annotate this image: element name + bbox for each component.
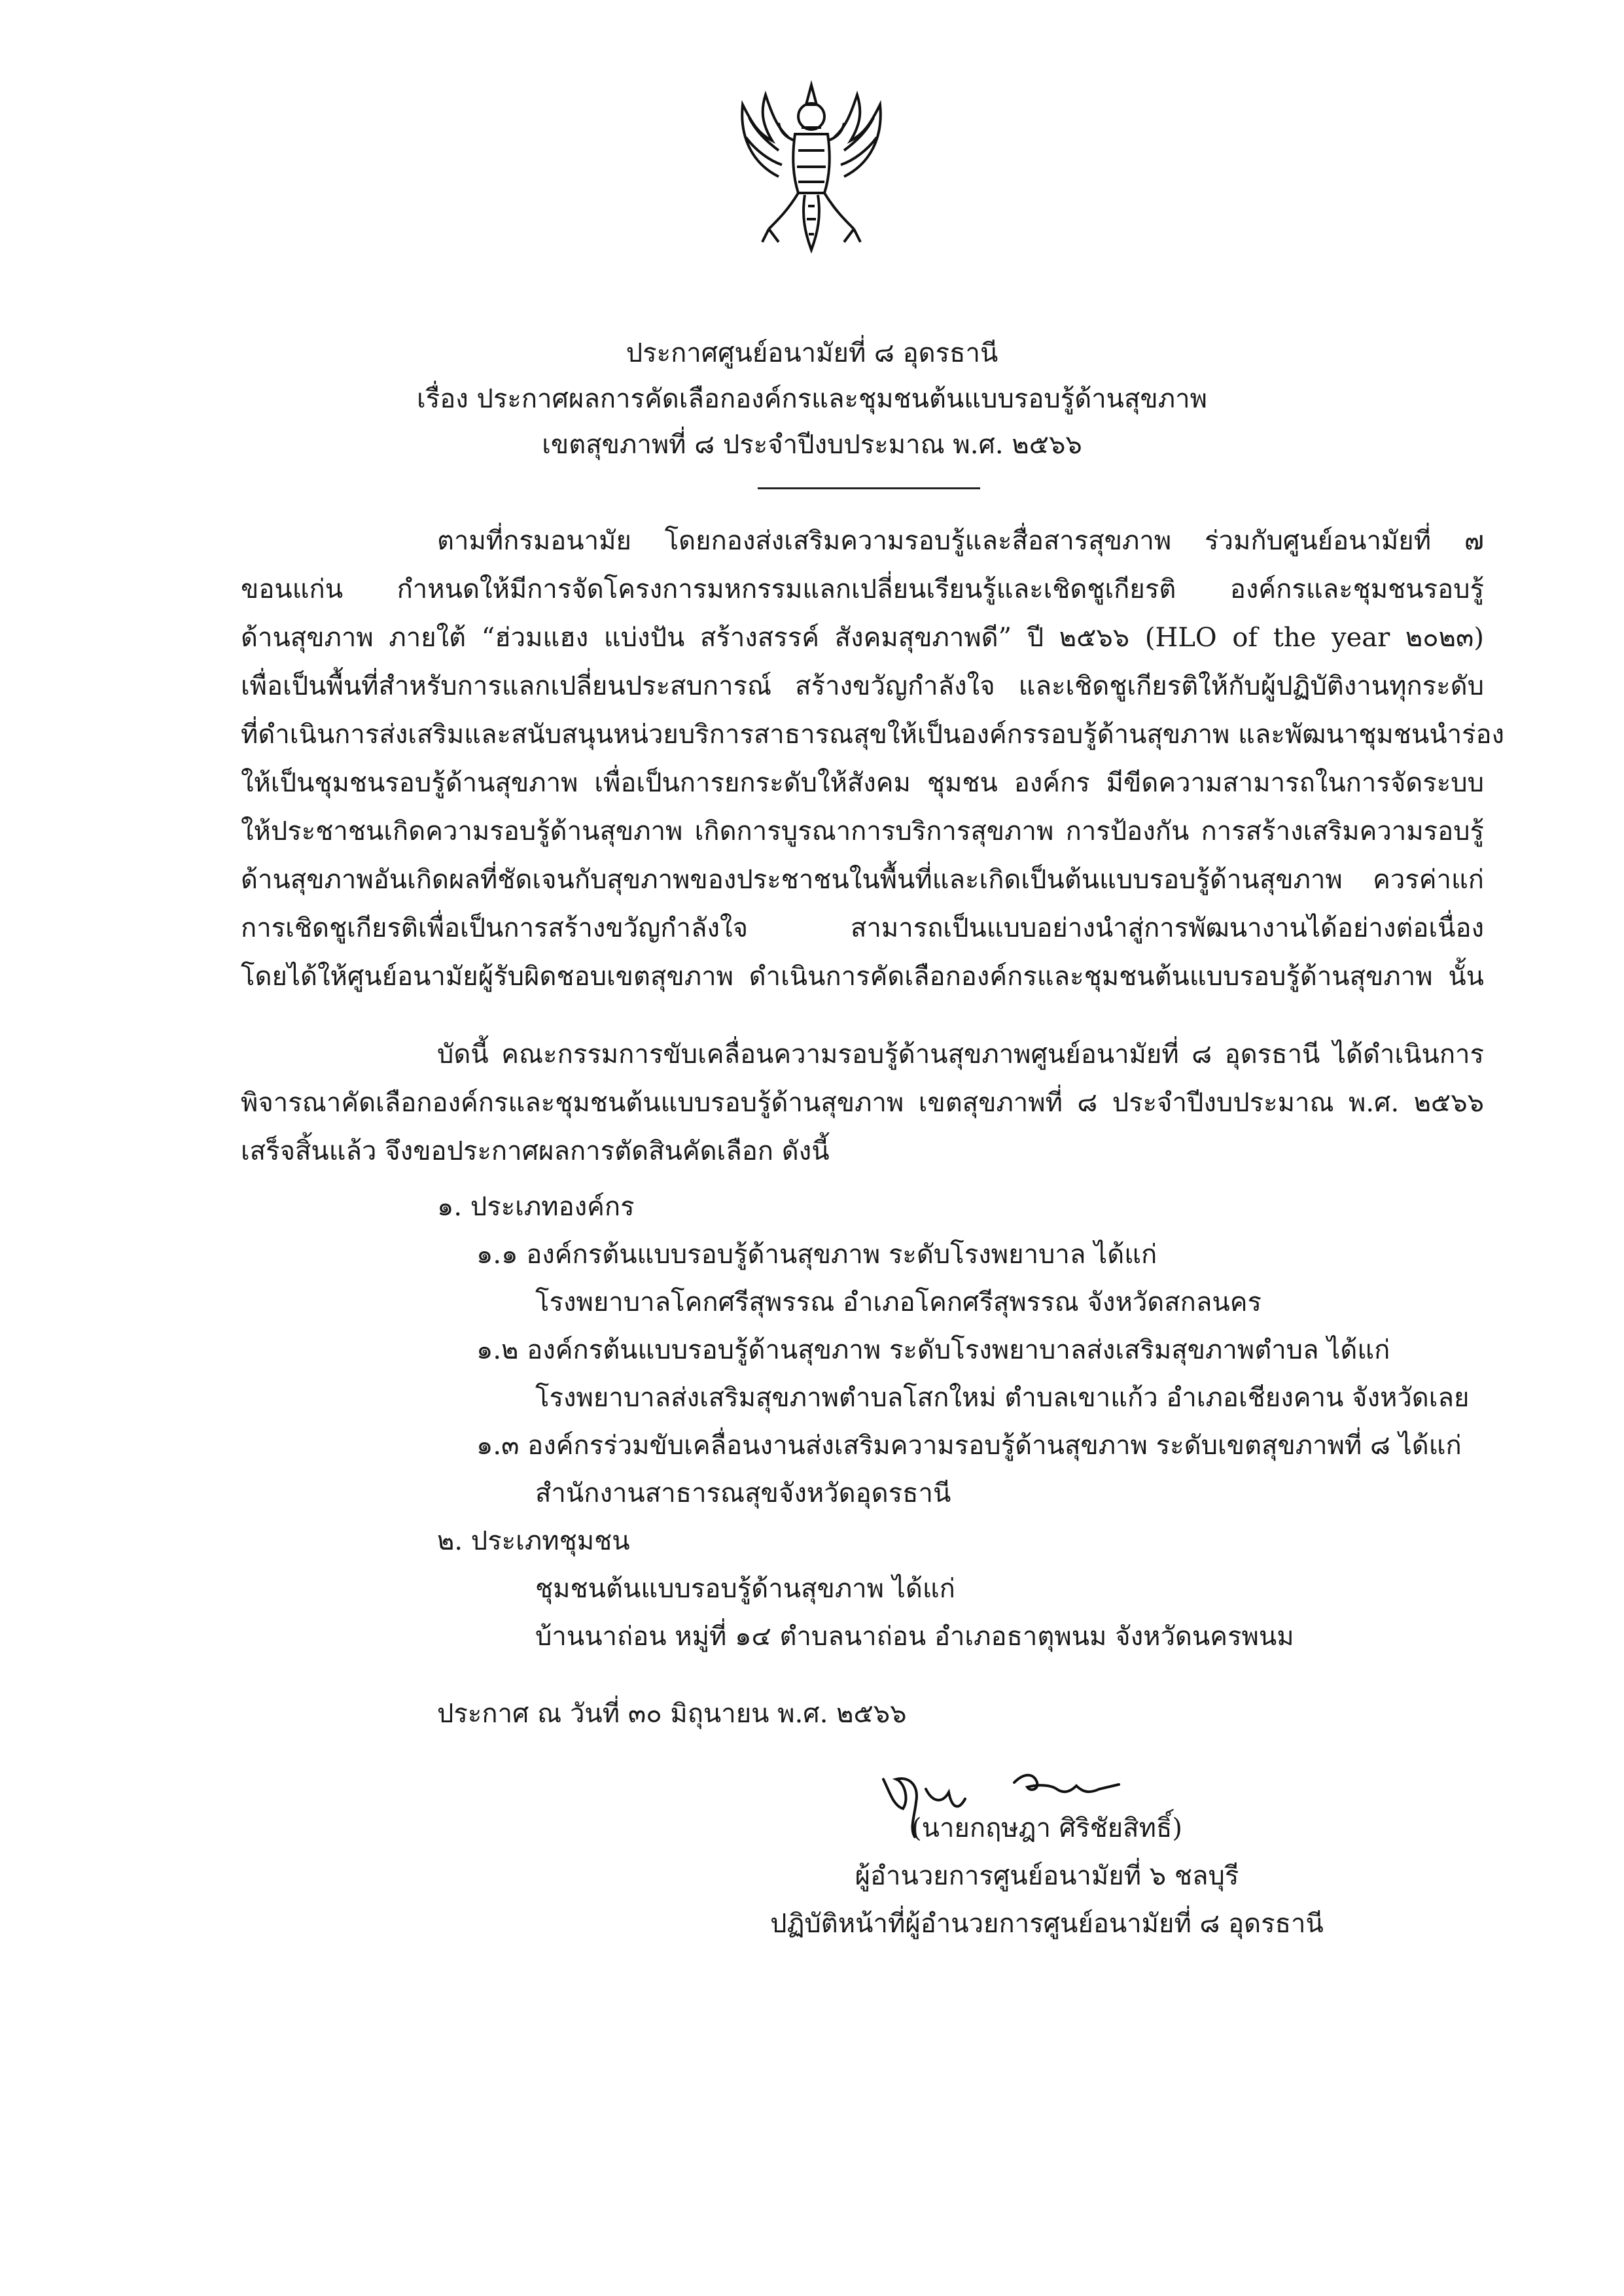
paragraph-line: บัดนี้ คณะกรรมการขับเคลื่อนความรอบรู้ด้านสุขภาพศูนย์อนามัยที่ ๘ อุดรธานี ได้ดำเนินการ <box>437 1039 1484 1070</box>
award-title: ชุมชนต้นแบบรอบรู้ด้านสุขภาพ ได้แก่ <box>535 1574 955 1604</box>
section-organization-heading: ๑. ประเภทองค์กร <box>437 1192 635 1222</box>
paragraph-result <box>241 1030 1484 1175</box>
paragraph-line: ให้ประชาชนเกิดความรอบรู้ด้านสุขภาพ เกิดการบูรณาการบริการสุขภาพ การป้องกัน การสร้างเสริมความรอบรู้ <box>241 816 1484 846</box>
paragraph-line: ให้เป็นชุมชนรอบรู้ด้านสุขภาพ เพื่อเป็นการยกระดับให้สังคม ชุมชน องค์กร มีขีดความสามารถในการจัดระบบ <box>241 768 1484 798</box>
paragraph-line: ด้านสุขภาพ ภายใต้ “ฮ่วมแฮง แบ่งปัน สร้างสรรค์ สังคมสุขภาพดี” ปี ๒๕๖๖ (HLO of the year ๒๐๒๓) <box>241 623 1484 653</box>
announcement-fiscal-year: เขตสุขภาพที่ ๘ ประจำปีงบประมาณ พ.ศ. ๒๕๖๖ <box>542 430 1082 460</box>
signatory-acting-position: ปฏิบัติหน้าที่ผู้อำนวยการศูนย์อนามัยที่ ๘ อุดรธานี <box>770 1909 1324 1939</box>
paragraph-line: โดยได้ให้ศูนย์อนามัยผู้รับผิดชอบเขตสุขภาพ ดำเนินการคัดเลือกองค์กรและชุมชนต้นแบบรอบรู้ด้านสุขภาพ นั้น <box>241 962 1484 992</box>
announcement-issuer: ประกาศศูนย์อนามัยที่ ๘ อุดรธานี <box>626 338 998 368</box>
garuda-emblem-icon <box>733 78 890 255</box>
paragraph-line: ขอนแก่น กำหนดให้มีการจัดโครงการมหกรรมแลกเปลี่ยนเรียนรู้และเชิดชูเกียรติ องค์กรและชุมชนรอบรู้ <box>241 574 1484 604</box>
paragraph-line: ตามที่กรมอนามัย โดยกองส่งเสริมความรอบรู้และสื่อสารสุขภาพ ร่วมกับศูนย์อนามัยที่ ๗ <box>437 526 1484 556</box>
award-title: ๑.๒ องค์กรต้นแบบรอบรู้ด้านสุขภาพ ระดับโรงพยาบาลส่งเสริมสุขภาพตำบล ได้แก่ <box>476 1335 1390 1365</box>
paragraph-line: การเชิดชูเกียรติเพื่อเป็นการสร้างขวัญกำลังใจ สามารถเป็นแบบอย่างนำสู่การพัฒนางานได้อย่างต่อเนื่อง <box>241 913 1484 943</box>
announcement-subject: เรื่อง ประกาศผลการคัดเลือกองค์กรและชุมชนต้นแบบรอบรู้ด้านสุขภาพ <box>417 384 1207 414</box>
announcement-date: ประกาศ ณ วันที่ ๓๐ มิถุนายน พ.ศ. ๒๕๖๖ <box>437 1699 907 1729</box>
section-community-heading: ๒. ประเภทชุมชน <box>437 1526 630 1556</box>
award-recipient: โรงพยาบาลโคกศรีสุพรรณ อำเภอโคกศรีสุพรรณ จังหวัดสกลนคร <box>535 1287 1262 1317</box>
award-title: ๑.๓ องค์กรร่วมขับเคลื่อนงานส่งเสริมความรอบรู้ด้านสุขภาพ ระดับเขตสุขภาพที่ ๘ ได้แก่ <box>476 1431 1462 1461</box>
paragraph-line: เสร็จสิ้นแล้ว จึงขอประกาศผลการตัดสินคัดเลือก ดังนี้ <box>241 1136 830 1166</box>
award-recipient: บ้านนาถ่อน หมู่ที่ ๑๔ ตำบลนาถ่อน อำเภอธาตุพนม จังหวัดนครพนม <box>535 1622 1294 1652</box>
award-recipient: โรงพยาบาลส่งเสริมสุขภาพตำบลโสกใหม่ ตำบลเขาแก้ว อำเภอเชียงคาน จังหวัดเลย <box>535 1383 1470 1413</box>
paragraph-line: ที่ดำเนินการส่งเสริมและสนับสนุนหน่วยบริการสาธารณสุขให้เป็นองค์กรรอบรู้ด้านสุขภาพ และพัฒนาชุมชนนำร่อง <box>241 720 1505 750</box>
header-divider <box>758 487 980 489</box>
signatory-position: ผู้อำนวยการศูนย์อนามัยที่ ๖ ชลบุรี <box>855 1861 1239 1891</box>
paragraph-line: พิจารณาคัดเลือกองค์กรและชุมชนต้นแบบรอบรู้ด้านสุขภาพ เขตสุขภาพที่ ๘ ประจำปีงบประมาณ พ.ศ. ๒๕๖๖ <box>241 1088 1484 1118</box>
paragraph-background <box>241 517 1505 1001</box>
paragraph-line: เพื่อเป็นพื้นที่สำหรับการแลกเปลี่ยนประสบการณ์ สร้างขวัญกำลังใจ และเชิดชูเกียรติให้กับผู้ปฏิบัติงานทุกระดับ <box>241 671 1484 701</box>
paragraph-line: ด้านสุขภาพอันเกิดผลที่ชัดเจนกับสุขภาพของประชาชนในพื้นที่และเกิดเป็นต้นแบบรอบรู้ด้านสุขภาพ ควรค่าแก่ <box>241 865 1484 895</box>
award-title: ๑.๑ องค์กรต้นแบบรอบรู้ด้านสุขภาพ ระดับโรงพยาบาล ได้แก่ <box>476 1240 1157 1270</box>
signatory-name: (นายกฤษฎา ศิริชัยสิทธิ์) <box>911 1813 1182 1843</box>
award-recipient: สำนักงานสาธารณสุขจังหวัดอุดรธานี <box>535 1478 951 1508</box>
